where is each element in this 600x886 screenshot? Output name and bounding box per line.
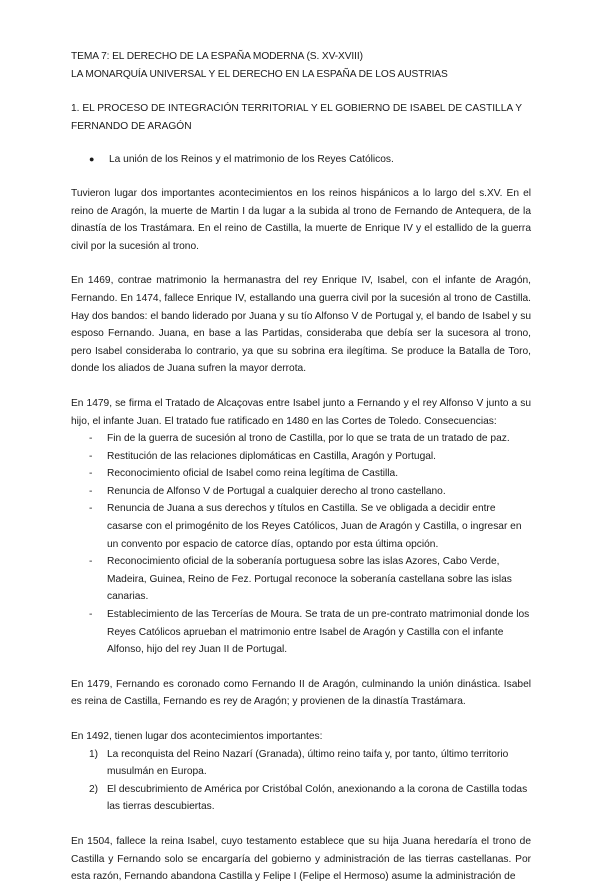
list-item: 2) El descubrimiento de América por Cristóbal Colón, anexionando a la corona de Castilla todas las tierras descubiertas.: [71, 781, 531, 816]
paragraph-5: En 1492, tienen lugar dos acontecimientos importantes:: [71, 731, 323, 742]
dash-mark: -: [89, 609, 93, 621]
paragraph-2: En 1469, contrae matrimonio la hermanastra del rey Enrique IV, Isabel, con el infante de Aragón, Fernando. En 1474, fallece Enrique IV, estallando una guerra civil por la sucesión al trono de Castilla. Hay dos bandos: el bando liderado por Juana y su tío Alfonso V de Portugal y, el bando de Isabel y su esposo Fernando. Juana, en base a las Partidas, consideraba que debía ser la sucesora al trono, pero Isabel consideraba lo contrario, ya que su sobrina era ilegítima. Se produce la Batalla de Toro, donde los aliados de Juana sufren la mayor derrota.: [71, 275, 531, 375]
dash-mark: -: [89, 485, 93, 497]
document-body: [71, 48, 531, 886]
dash-mark: -: [89, 503, 93, 515]
list-item: - Renuncia de Alfonso V de Portugal a cualquier derecho al trono castellano.: [71, 483, 531, 501]
bullet-dot-icon: ●: [89, 154, 95, 165]
list-item: - Reconocimiento oficial de la soberanía portuguesa sobre las islas Azores, Cabo Verde, Madeira, Guinea, Reino de Fez. Portugal reconoce la soberanía castellana sobre las islas canarias.: [71, 553, 531, 606]
section-1-title: 1. EL PROCESO DE INTEGRACIÓN TERRITORIAL Y EL GOBIERNO DE ISABEL DE CASTILLA Y FERNANDO DE ARAGÓN: [71, 103, 522, 132]
dash-mark: -: [89, 450, 93, 462]
dash-mark: -: [89, 556, 93, 568]
dash-mark: -: [89, 433, 93, 445]
list-item: - Fin de la guerra de sucesión al trono de Castilla, por lo que se trata de un tratado de paz.: [71, 430, 531, 448]
list-item: 1) La reconquista del Reino Nazarí (Granada), último reino taifa y, por tanto, último territorio musulmán en Europa.: [71, 746, 531, 781]
paragraph-1: Tuvieron lugar dos importantes acontecimientos en los reinos hispánicos a lo largo del s.XV. En el reino de Aragón, la muerte de Martin I da lugar a la subida al trono de Fernando de Antequera, de la dinastía de los Trastámara. En el reino de Castilla, la muerte de Enrique IV y el estallido de la guerra civil por la sucesión al trono.: [71, 187, 531, 252]
number-mark: 1): [89, 748, 99, 760]
list-item: - Restitución de las relaciones diplomáticas en Castilla, Aragón y Portugal.: [71, 448, 531, 466]
consequences-list: [71, 430, 531, 659]
header-line-2: LA MONARQUÍA UNIVERSAL Y EL DERECHO EN LA ESPAÑA DE LOS AUSTRIAS: [71, 68, 448, 80]
list-item: - Renuncia de Juana a sus derechos y títulos en Castilla. Se ve obligada a decidir entre casarse con el primogénito de los Reyes Católicos, Juan de Aragón y Castilla, o ingresar en un convento por espacio de catorce días, optando por esta última opción.: [71, 500, 531, 553]
paragraph-3: En 1479, se firma el Tratado de Alcaçovas entre Isabel junto a Fernando y el rey Alfonso V junto a su hijo, el infante Juan. El tratado fue ratificado en 1480 en las Cortes de Toledo. Consecuencias:: [71, 397, 531, 427]
events-1492-list: [71, 746, 531, 816]
header-line-1: TEMA 7: EL DERECHO DE LA ESPAÑA MODERNA (S. XV-XVIII): [71, 51, 363, 62]
list-item: - Establecimiento de las Tercerías de Moura. Se trata de un pre-contrato matrimonial donde los Reyes Católicos aprueban el matrimonio entre Isabel de Aragón y Castilla con el infante Alfonso, hijo del rey Juan II de Portugal.: [71, 606, 531, 659]
dash-mark: -: [89, 468, 93, 480]
bullet-item: [89, 151, 531, 169]
number-mark: 2): [89, 783, 99, 795]
paragraph-6: En 1504, fallece la reina Isabel, cuyo testamento establece que su hija Juana heredaría el trono de Castilla y Fernando solo se encargaría del gobierno y administración de las tierras castellanas. Por esta razón, Fernando abandona Castilla y Felipe I (Felipe el Hermoso) asume la administración de: [71, 835, 531, 883]
list-item: - Reconocimiento oficial de Isabel como reina legítima de Castilla.: [71, 465, 531, 483]
paragraph-4: En 1479, Fernando es coronado como Fernando II de Aragón, culminando la unión dinástica. Isabel es reina de Castilla, Fernando es rey de Aragón; y provienen de la dinastía Trastámara.: [71, 678, 531, 708]
bullet-text: La unión de los Reinos y el matrimonio de los Reyes Católicos.: [109, 154, 394, 166]
